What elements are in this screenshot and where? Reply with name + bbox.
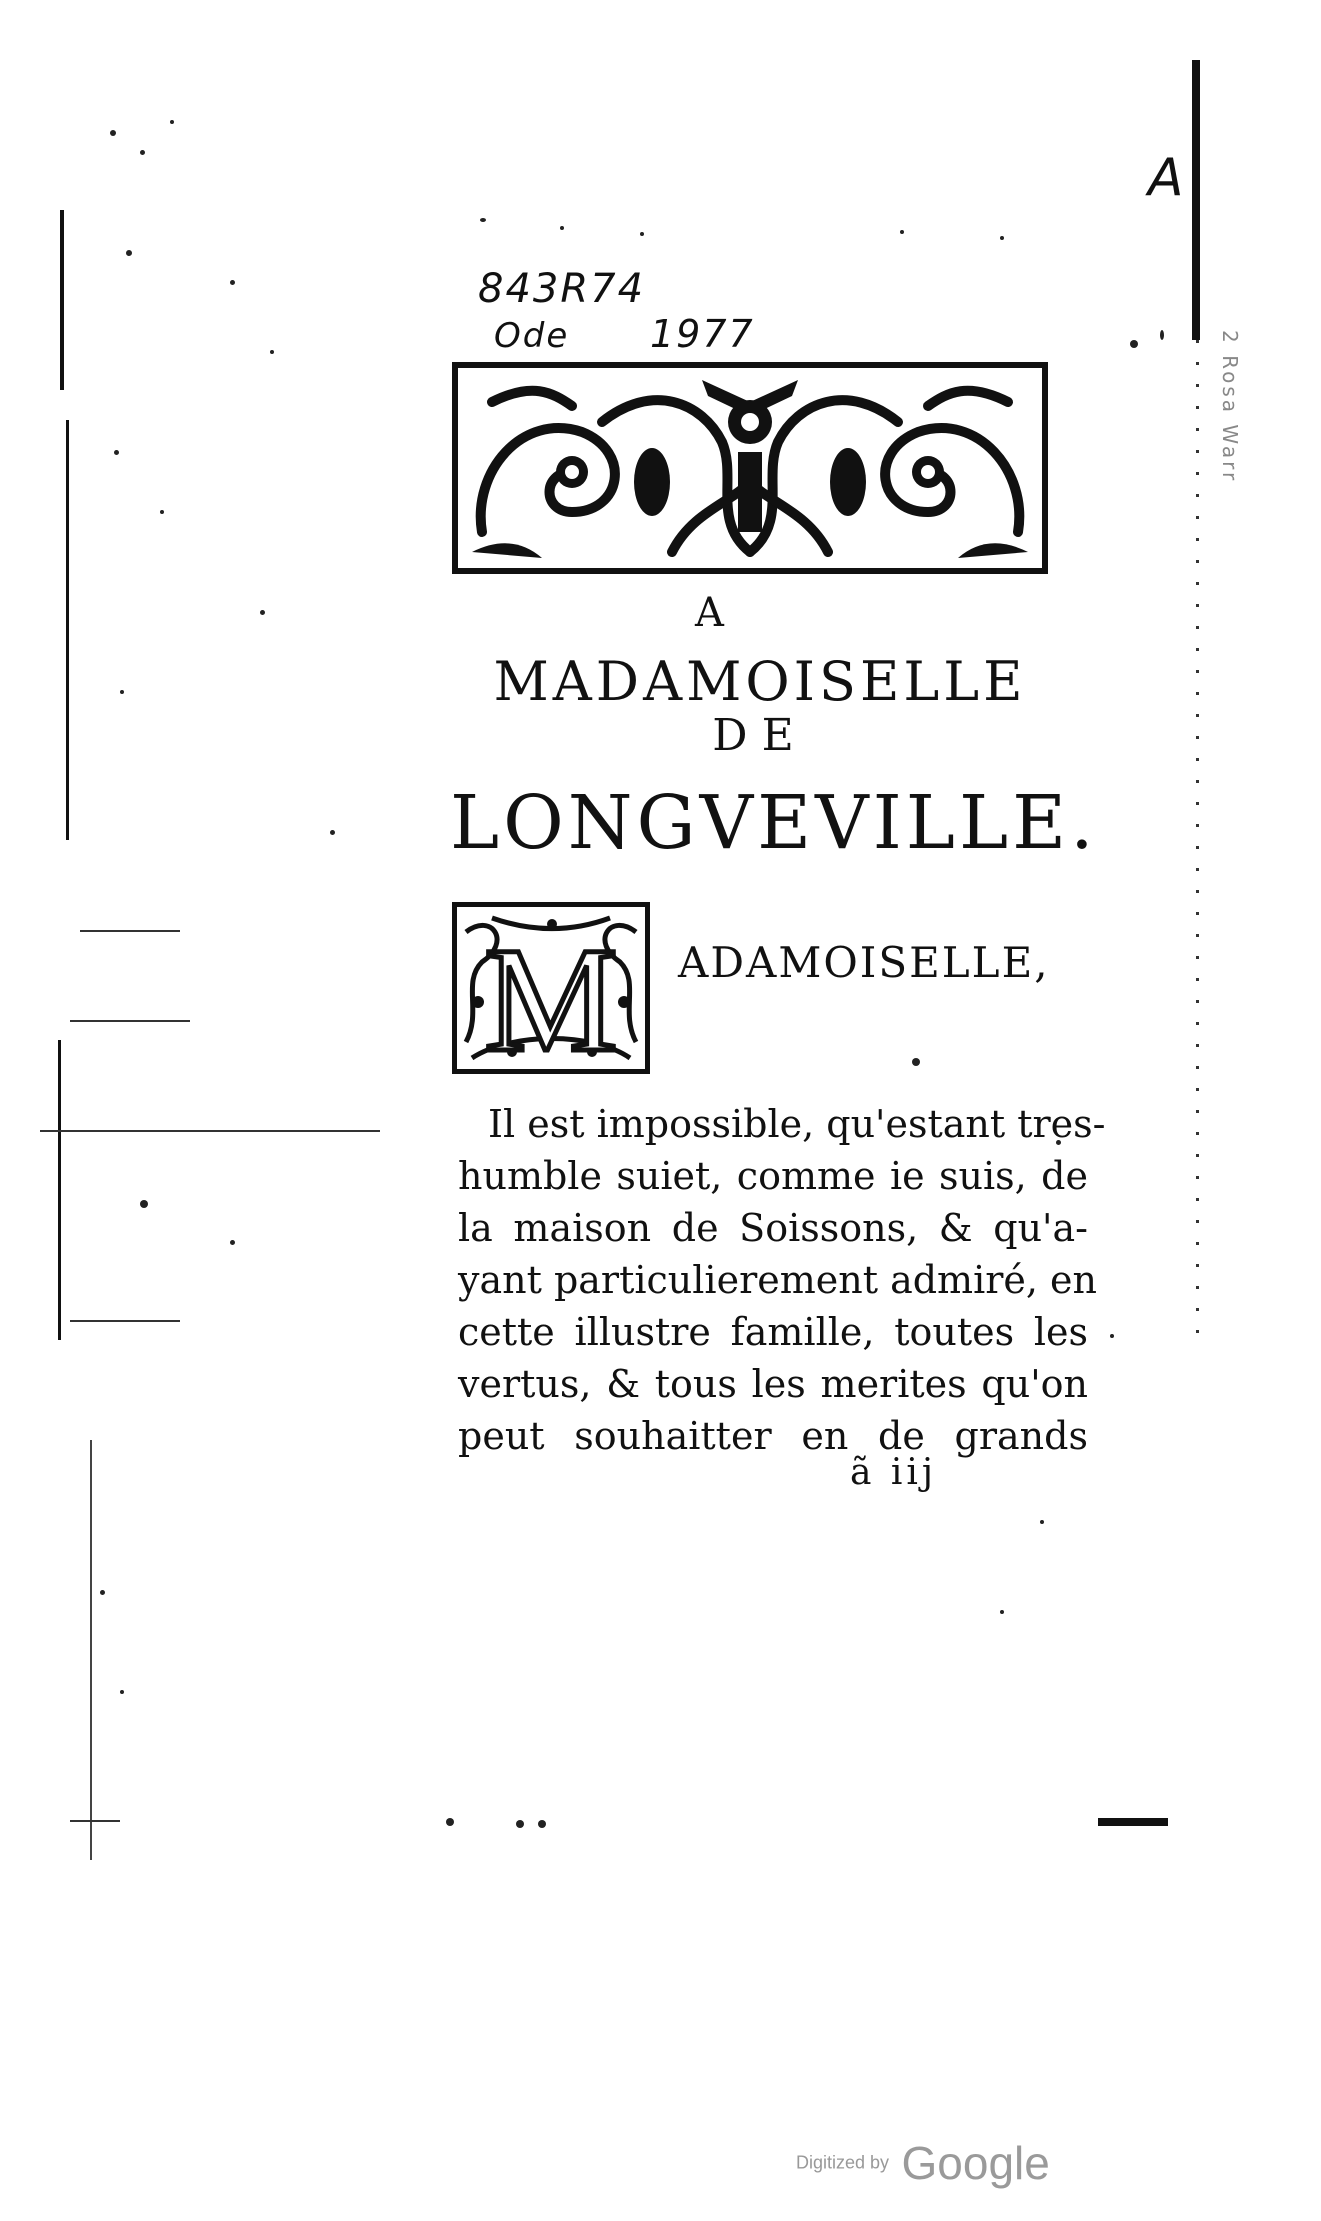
- scan-speck: [1160, 330, 1164, 340]
- scan-speck: [1000, 1610, 1004, 1614]
- scan-speck: [1040, 1520, 1044, 1524]
- shelfmark-label: Ode: [494, 316, 570, 356]
- watermark-prefix: Digitized by: [796, 2152, 890, 2173]
- scan-speck: [912, 1058, 920, 1066]
- body-line: peut souhaitter en de grands: [458, 1414, 1088, 1458]
- decorated-initial-m: [452, 902, 650, 1074]
- body-line: cette illustre famille, toutes les: [458, 1310, 1088, 1354]
- scan-speck: [1000, 236, 1004, 240]
- dropcap-letter: M: [484, 917, 618, 1074]
- shelfmark-number: 843R74: [478, 266, 646, 312]
- digitized-watermark: [796, 2136, 1050, 2190]
- margin-annotation: 2 Rosa Warr: [1218, 330, 1242, 484]
- right-binding-shadow: [1196, 340, 1199, 1340]
- watermark-brand: Google: [901, 2137, 1050, 2189]
- body-line: humble suiet, comme ie suis, de: [458, 1154, 1088, 1198]
- scan-speck: [640, 232, 644, 236]
- binding-gutter: [30, 90, 190, 1830]
- body-line: vertus, & tous les merites qu'on: [458, 1362, 1088, 1406]
- shelfmark-year: 1977: [650, 312, 755, 356]
- title-line-longueville: LONGVEVILLE.: [450, 780, 1098, 866]
- woodcut-headpiece-ornament: [452, 362, 1048, 574]
- scan-bar-mark: [1098, 1818, 1168, 1826]
- body-paragraph: [458, 1098, 1106, 1462]
- signature-mark: ã iij: [850, 1452, 938, 1493]
- scan-speck: [480, 218, 486, 222]
- body-line: Il est impossible, qu'estant tres-: [488, 1102, 1106, 1146]
- corner-mark: A: [1148, 148, 1184, 208]
- right-binding-edge: [1192, 60, 1200, 340]
- title-preposition: A: [695, 590, 726, 636]
- scan-speck: [560, 226, 564, 230]
- title-line-madamoiselle: MADAMOISELLE: [493, 650, 1027, 713]
- body-line: yant particulierement admiré, en: [458, 1258, 1098, 1302]
- title-line-de: DE: [712, 710, 808, 761]
- salutation: ADAMOISELLE,: [678, 938, 1050, 987]
- scan-speck: [1110, 1334, 1114, 1338]
- scan-speck: [900, 230, 904, 234]
- scan-speck: [1130, 340, 1138, 348]
- body-line: la maison de Soissons, & qu'a-: [458, 1206, 1088, 1250]
